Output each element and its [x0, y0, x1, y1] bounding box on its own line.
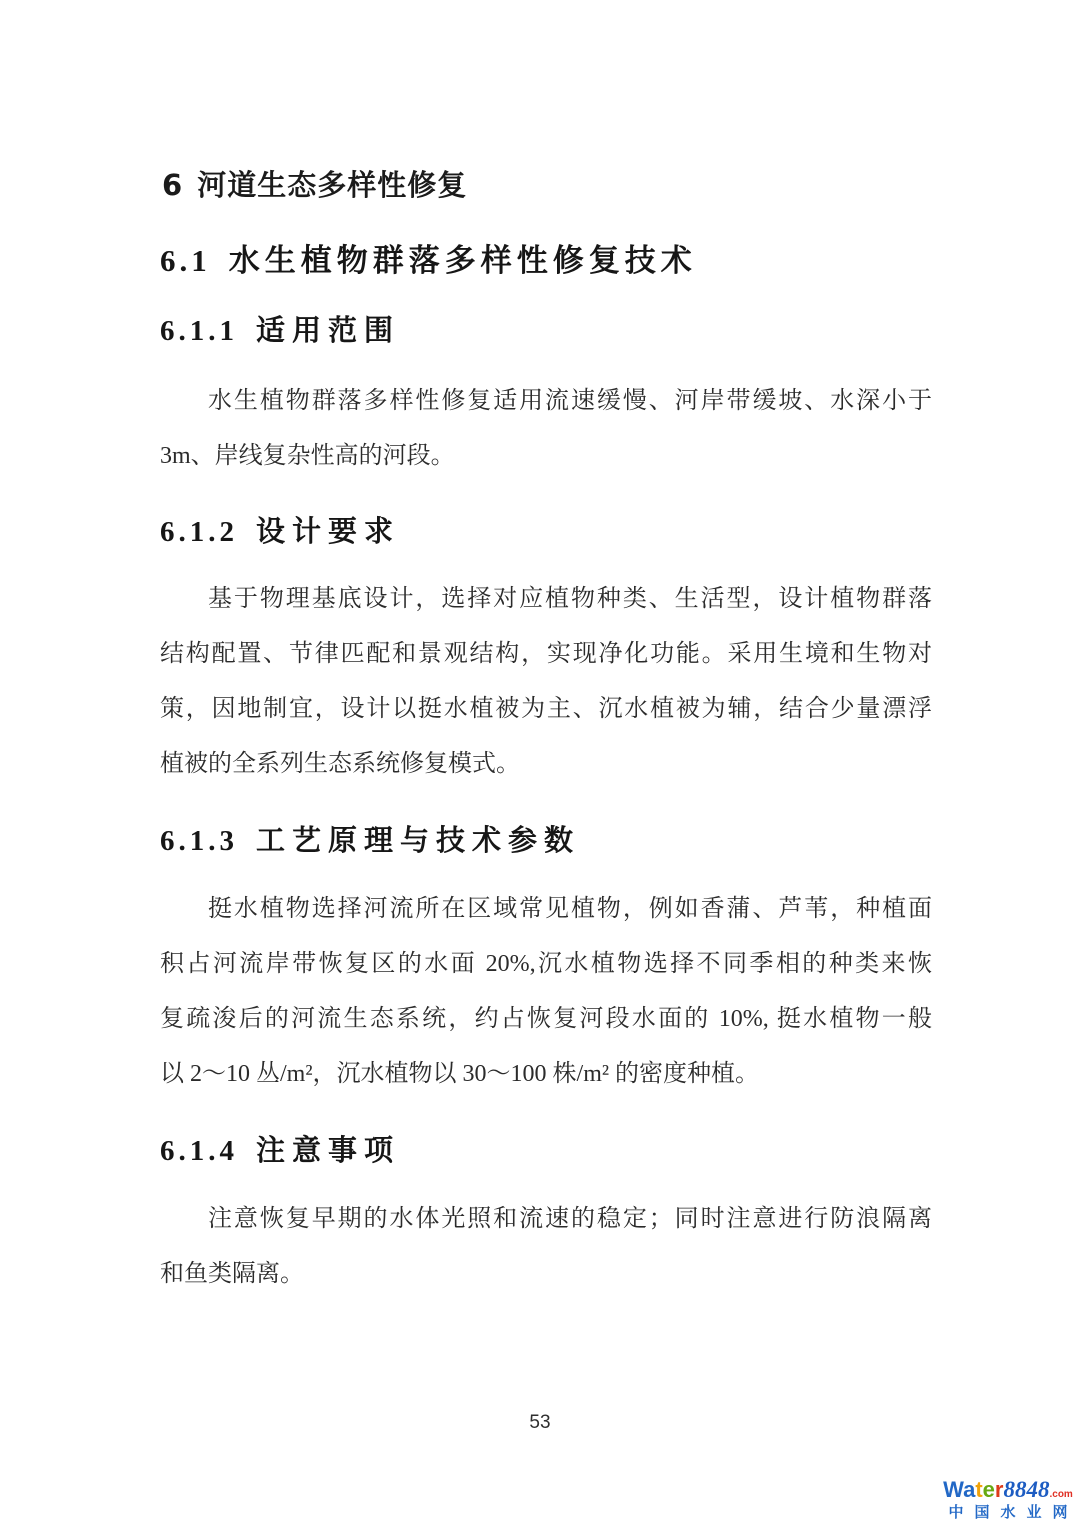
section-number: 6.1 — [160, 243, 211, 278]
section-number: 6.1.2 — [160, 516, 238, 548]
section-6-1-heading — [160, 242, 697, 279]
logo-letters-wa: Wa — [943, 1477, 976, 1502]
logo-tld-com: .com — [1049, 1489, 1073, 1500]
text-line: 基于物理基底设计，选择对应植物种类、生活型，设计植物群落 — [208, 586, 932, 612]
chapter-number: 6 — [162, 168, 184, 202]
section-title-text: 适用范围 — [256, 315, 401, 347]
section-number: 6.1.1 — [160, 315, 238, 347]
text-line: 策，因地制宜，设计以挺水植被为主、沉水植被为辅，结合少量漂浮 — [160, 696, 932, 722]
section-title-text: 水生植物群落多样性修复技术 — [228, 243, 697, 278]
section-title-text: 注意事项 — [256, 1135, 401, 1167]
section-number: 6.1.3 — [160, 825, 238, 857]
water8848-logo — [941, 1477, 1079, 1521]
logo-letter-e: e — [982, 1477, 995, 1502]
text-line: 注意恢复早期的水体光照和流速的稳定；同时注意进行防浪隔离 — [208, 1206, 932, 1232]
text-line: 和鱼类隔离。 — [160, 1261, 304, 1287]
logo-letter-t: t — [975, 1477, 983, 1502]
paragraph-precautions — [160, 1192, 932, 1302]
paragraph-design-requirements — [160, 572, 932, 792]
chapter-title-text: 河道生态多样性修复 — [197, 168, 468, 202]
text-line: 积占河流岸带恢复区的水面 20%,沉水植物选择不同季相的种类来恢 — [160, 951, 932, 977]
paragraph-applicable-scope — [160, 374, 932, 484]
text-line: 植被的全系列生态系统修复模式。 — [160, 751, 520, 777]
section-6-1-2-heading — [160, 515, 400, 550]
water8848-wordmark — [941, 1478, 1075, 1501]
text-line: 3m、岸线复杂性高的河段。 — [160, 443, 455, 469]
text-line: 挺水植物选择河流所在区域常见植物，例如香蒲、芦苇，种植面 — [208, 896, 932, 922]
page-number: 53 — [529, 1412, 551, 1433]
section-title-text: 设计要求 — [256, 516, 401, 548]
paragraph-process-parameters — [160, 882, 932, 1102]
text-line: 以 2～10 丛/m²，沉水植物以 30～100 株/m² 的密度种植。 — [160, 1061, 760, 1087]
section-title-text: 工艺原理与技术参数 — [256, 825, 581, 857]
text-line: 复疏浚后的河流生态系统，约占恢复河段水面的 10%, 挺水植物一般 — [160, 1006, 932, 1032]
logo-number-8848: 8848 — [1003, 1477, 1050, 1502]
text-line: 水生植物群落多样性修复适用流速缓慢、河岸带缓坡、水深小于 — [208, 388, 932, 414]
logo-letter-r: r — [994, 1477, 1004, 1502]
section-number: 6.1.4 — [160, 1135, 238, 1167]
text-line: 结构配置、节律匹配和景观结构，实现净化功能。采用生境和生物对 — [160, 641, 932, 667]
section-6-1-1-heading — [160, 314, 400, 349]
logo-tagline-cn: 中国水业网 — [948, 1504, 1079, 1521]
chapter-heading — [162, 163, 467, 204]
section-6-1-3-heading — [160, 824, 580, 859]
section-6-1-4-heading — [160, 1134, 400, 1169]
